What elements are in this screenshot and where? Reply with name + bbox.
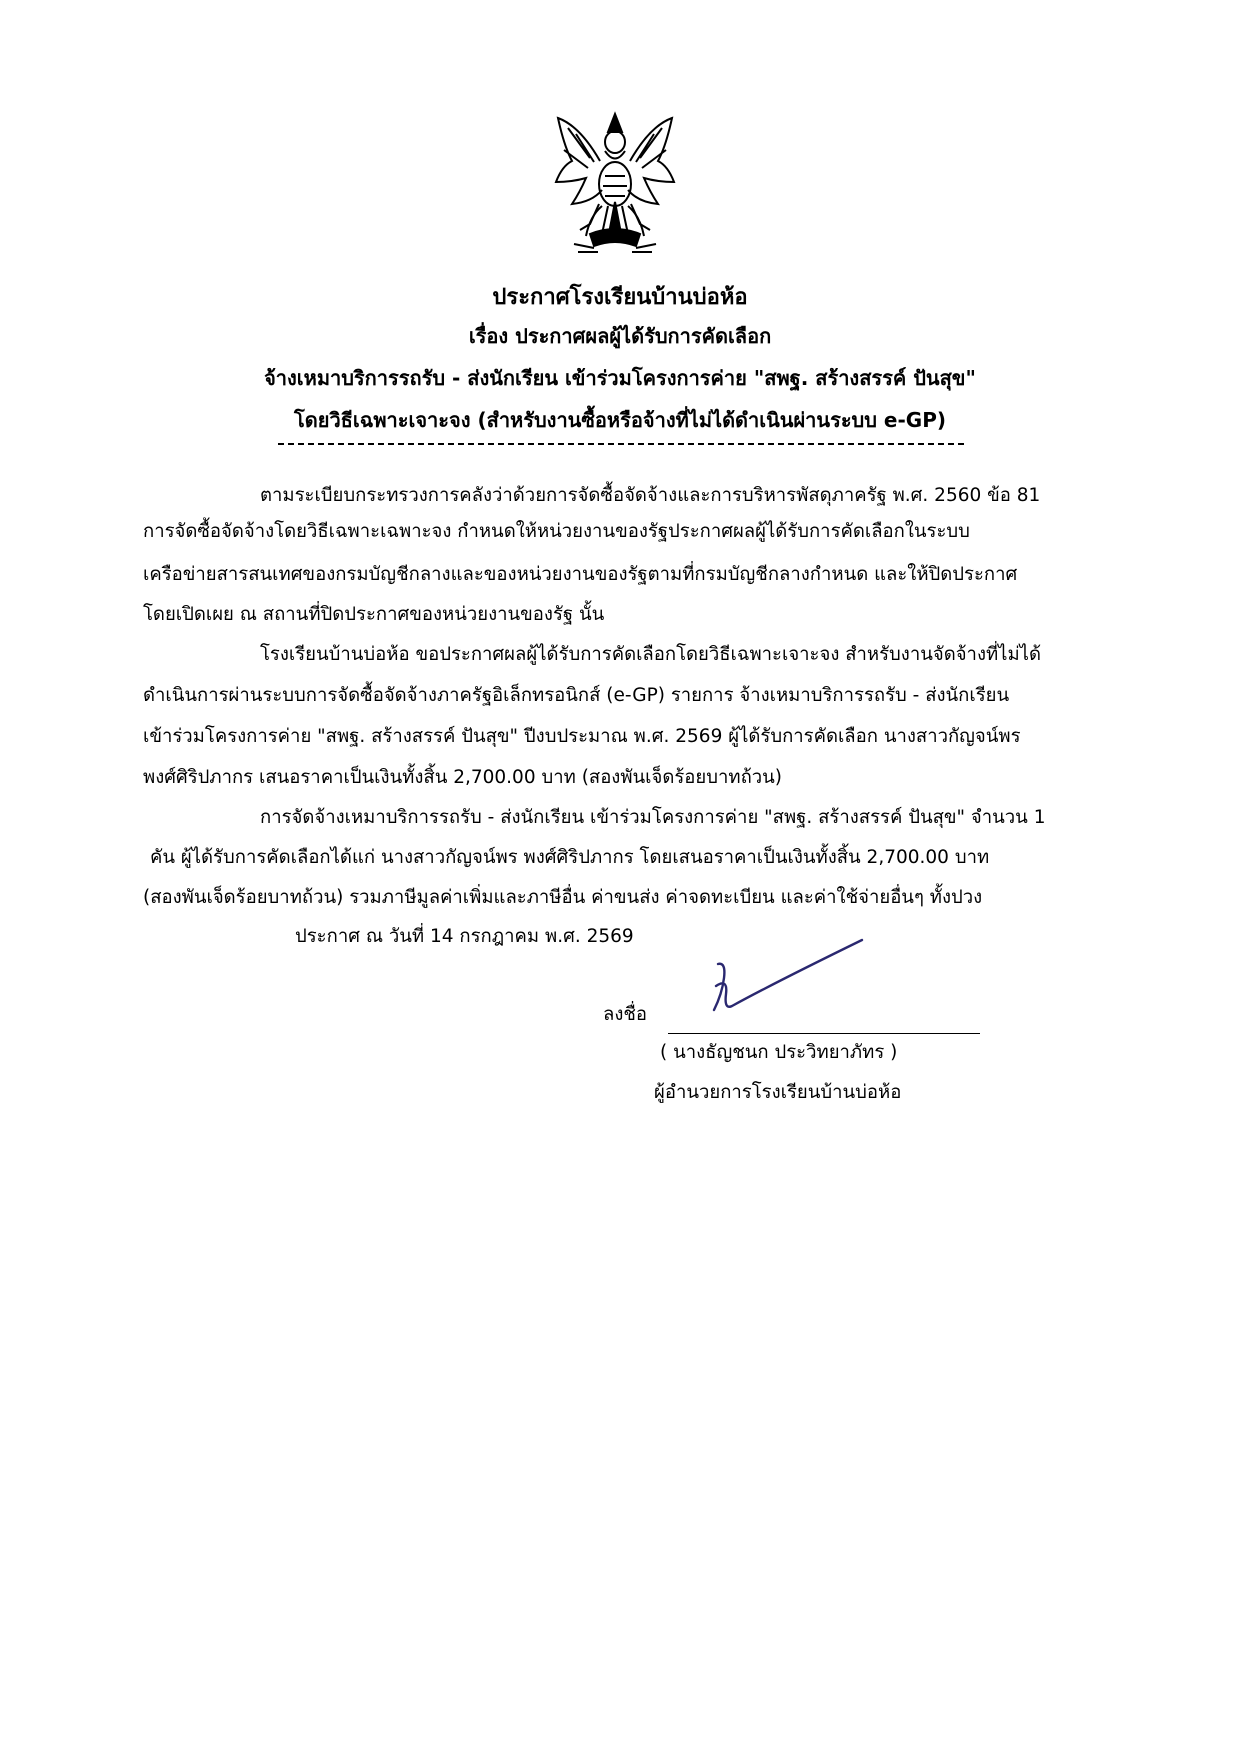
body-line: การจัดซื้อจัดจ้างโดยวิธีเฉพาะเฉพาะจง กำหนดให้หน่วยงานของรัฐประกาศผลผู้ได้รับการคัดเลือกในระบบ	[143, 521, 970, 542]
date-line: ประกาศ ณ วันที่ 14 กรกฎาคม พ.ศ. 2569	[295, 926, 634, 947]
body-line: โดยเปิดเผย ณ สถานที่ปิดประกาศของหน่วยงานของรัฐ นั้น	[143, 604, 605, 625]
body-line: พงศ์ศิริปภากร เสนอราคาเป็นเงินทั้งสิ้น 2,700.00 บาท (สองพันเจ็ดร้อยบาทถ้วน)	[143, 767, 783, 788]
body-line: โรงเรียนบ้านบ่อห้อ ขอประกาศผลผู้ได้รับการคัดเลือกโดยวิธีเฉพาะเจาะจง สำหรับงานจัดจ้างที่ไม่ได้	[260, 644, 1041, 665]
body-line: เข้าร่วมโครงการค่าย "สพฐ. สร้างสรรค์ ปันสุข" ปีงบประมาณ พ.ศ. 2569 ผู้ได้รับการคัดเลือก นางสาวกัญจน์พร	[143, 726, 1021, 747]
signature-line	[668, 1033, 980, 1034]
body-line: ดำเนินการผ่านระบบการจัดซื้อจัดจ้างภาครัฐอิเล็กทรอนิกส์ (e-GP) รายการ จ้างเหมาบริการรถรับ - ส่งนักเรียน	[143, 685, 1010, 706]
page-title: ประกาศโรงเรียนบ้านบ่อห้อ	[492, 285, 748, 310]
signer-name: ( นางธัญชนก ประวิทยาภัทร )	[660, 1042, 898, 1063]
handwritten-signature	[712, 934, 872, 1014]
body-line: คัน ผู้ได้รับการคัดเลือกได้แก่ นางสาวกัญจน์พร พงศ์ศิริปภากร โดยเสนอราคาเป็นเงินทั้งสิ้น 2,700.00 บาท	[150, 847, 990, 868]
subject-line: เรื่อง ประกาศผลผู้ได้รับการคัดเลือก	[468, 324, 772, 348]
project-line: จ้างเหมาบริการรถรับ - ส่งนักเรียน เข้าร่วมโครงการค่าย "สพฐ. สร้างสรรค์ ปันสุข"	[264, 366, 976, 390]
separator-dashes	[278, 443, 964, 445]
body-line: เครือข่ายสารสนเทศของกรมบัญชีกลางและของหน่วยงานของรัฐตามที่กรมบัญชีกลางกำหนด และให้ปิดประกาศ	[143, 564, 1018, 585]
garuda-emblem-icon	[550, 106, 680, 261]
body-line: (สองพันเจ็ดร้อยบาทถ้วน) รวมภาษีมูลค่าเพิ่มและภาษีอื่น ค่าขนส่ง ค่าจดทะเบียน และค่าใช้จ่ายอื่นๆ ทั้งปวง	[143, 887, 983, 908]
body-line: การจัดจ้างเหมาบริการรถรับ - ส่งนักเรียน เข้าร่วมโครงการค่าย "สพฐ. สร้างสรรค์ ปันสุข" จำนวน 1	[260, 807, 1046, 828]
signer-position: ผู้อำนวยการโรงเรียนบ้านบ่อห้อ	[654, 1082, 902, 1103]
method-line: โดยวิธีเฉพาะเจาะจง (สำหรับงานซื้อหรือจ้างที่ไม่ได้ดำเนินผ่านระบบ e-GP)	[294, 408, 946, 432]
body-line: ตามระเบียบกระทรวงการคลังว่าด้วยการจัดซื้อจัดจ้างและการบริหารพัสดุภาครัฐ พ.ศ. 2560 ข้อ 81	[260, 485, 1041, 506]
signature-label: ลงชื่อ	[603, 1004, 648, 1025]
